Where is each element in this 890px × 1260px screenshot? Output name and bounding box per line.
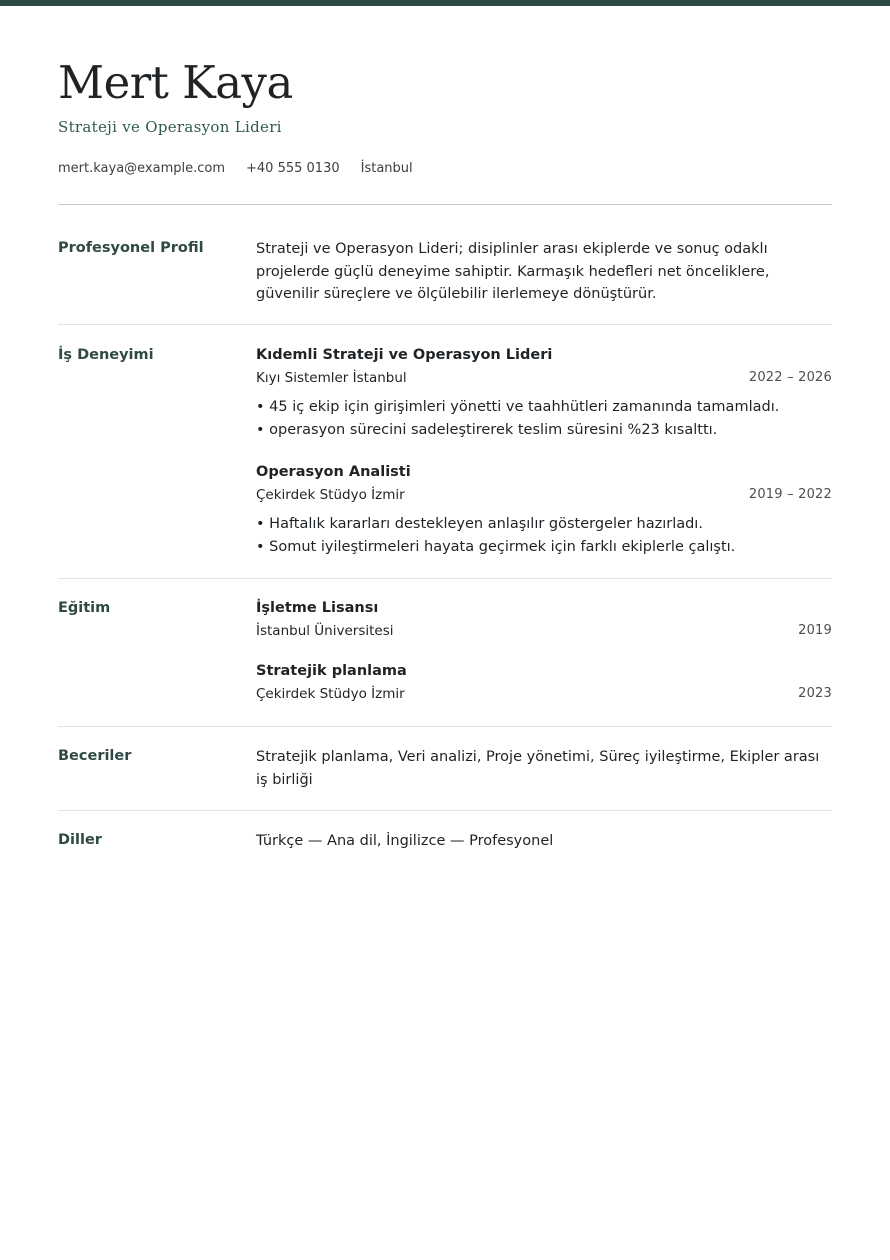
education-degree: İşletme Lisansı xyxy=(256,600,379,616)
section-body-education xyxy=(256,598,832,704)
contact-email[interactable]: mert.kaya@example.com xyxy=(58,161,226,176)
education-entry xyxy=(256,598,832,641)
section-divider xyxy=(58,726,832,727)
experience-bullet: • Haftalık kararları destekleyen anlaşılır göstergeler hazırladı. xyxy=(256,513,832,536)
profile-summary: Strateji ve Operasyon Lideri; disiplinler arası ekiplerde ve sonuç odaklı projelerde güçlü deneyime sahiptir. Karmaşık hedefleri net önceliklere, güvenilir süreçlere ve ölçülebilir ilerlemeye dönüştürür. xyxy=(256,241,770,302)
contact-phone[interactable]: +40 555 0130 xyxy=(246,161,340,176)
education-entry xyxy=(256,661,832,704)
section-title-profile: Profesyonel Profil xyxy=(58,240,204,256)
education-school: İstanbul Üniversitesi xyxy=(256,623,394,639)
education-meta xyxy=(256,684,832,704)
experience-entry xyxy=(256,462,832,558)
experience-bullet: • operasyon sürecini sadeleştirerek teslim süresini %23 kısalttı. xyxy=(256,419,832,442)
section-title-skills: Beceriler xyxy=(58,748,132,764)
section-body-skills xyxy=(256,746,832,791)
experience-position: Kıdemli Strateji ve Operasyon Lideri xyxy=(256,347,553,363)
header-divider xyxy=(58,204,832,205)
experience-entry xyxy=(256,345,832,441)
education-year: 2023 xyxy=(798,686,832,701)
section-body-profile xyxy=(256,238,832,306)
section-body-experience xyxy=(256,345,832,558)
languages-list: Türkçe — Ana dil, İngilizce — Profesyonel xyxy=(256,833,554,849)
education-school: Çekirdek Stüdyo İzmir xyxy=(256,686,405,702)
section-title-education: Eğitim xyxy=(58,600,111,616)
section-title-languages: Diller xyxy=(58,832,102,848)
education-degree: Stratejik planlama xyxy=(256,663,407,679)
top-accent-bar xyxy=(0,0,890,6)
skills-list: Stratejik planlama, Veri analizi, Proje yönetimi, Süreç iyileştirme, Ekipler arası iş birliği xyxy=(256,749,820,788)
education-year: 2019 xyxy=(798,623,832,638)
experience-company: Çekirdek Stüdyo İzmir xyxy=(256,487,405,503)
candidate-name: Mert Kaya xyxy=(58,56,293,109)
contact-info xyxy=(58,160,434,178)
experience-bullets xyxy=(256,513,832,558)
experience-meta xyxy=(256,368,832,388)
experience-position: Operasyon Analisti xyxy=(256,464,411,480)
section-divider xyxy=(58,810,832,811)
section-divider xyxy=(58,578,832,579)
section-divider xyxy=(58,324,832,325)
experience-meta xyxy=(256,485,832,505)
experience-bullets xyxy=(256,396,832,441)
experience-bullet: • Somut iyileştirmeleri hayata geçirmek için farklı ekiplerle çalıştı. xyxy=(256,536,832,559)
experience-dates: 2019 – 2022 xyxy=(748,487,832,502)
section-title-experience: İş Deneyimi xyxy=(58,347,154,363)
section-body-languages xyxy=(256,830,832,853)
experience-dates: 2022 – 2026 xyxy=(748,370,832,385)
candidate-role: Strateji ve Operasyon Lideri xyxy=(58,118,282,136)
education-meta xyxy=(256,621,832,641)
experience-bullet: • 45 iç ekip için girişimleri yönetti ve taahhütleri zamanında tamamladı. xyxy=(256,396,832,419)
contact-city: İstanbul xyxy=(360,161,413,176)
experience-company: Kıyı Sistemler İstanbul xyxy=(256,370,407,386)
